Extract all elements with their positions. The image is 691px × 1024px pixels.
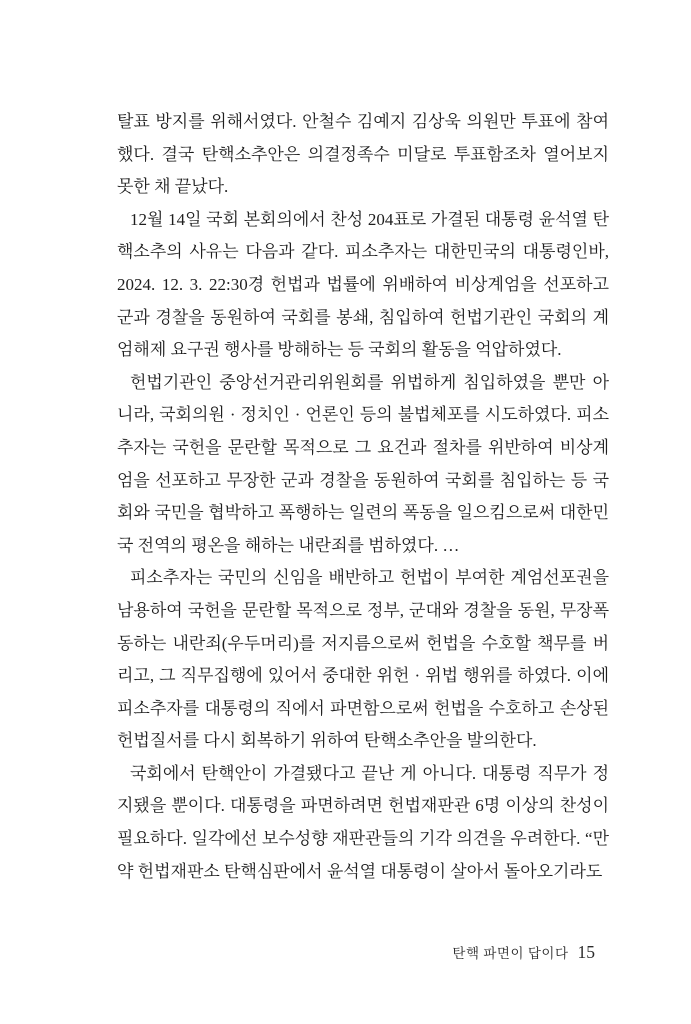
- paragraph: 헌법기관인 중앙선거관리위원회를 위법하게 침입하였을 뿐만 아니라, 국회의원 · 정치인 · 언론인 등의 불법체포를 시도하였다. 피소추자는 국헌을 문란할 목적으로 그 요건과 절차를 위반하여 비상계엄을 선포하고 무장한 군과 경찰을 동원하여 국회를 침입하는 등 국회와 국민을 협박하고 폭행하는 일련의 폭동을 일으킴으로써 대한민국 전역의 평온을 해하는 내란죄를 범하였다. …: [117, 372, 609, 555]
- paragraph: 피소추자는 국민의 신임을 배반하고 헌법이 부여한 계엄선포권을 남용하여 국헌을 문란할 목적으로 정부, 군대와 경찰을 동원, 무장폭동하는 내란죄(우두머리)를 저지름으로써 헌법을 수호할 책무를 버리고, 그 직무집행에 있어서 중대한 위헌 · 위법 행위를 하였다. 이에 피소추자를 대통령의 직에서 파면함으로써 헌법을 수호하고 손상된 헌법질서를 다시 회복하기 위하여 탄핵소추안을 발의한다.: [117, 568, 609, 751]
- page-body-text: [117, 106, 609, 888]
- page-number: 15: [577, 942, 595, 962]
- running-title: 탄핵 파면이 답이다: [452, 946, 569, 961]
- paragraph: 탈표 방지를 위해서였다. 안철수 김예지 김상욱 의원만 투표에 참여했다. 결국 탄핵소추안은 의결정족수 미달로 투표함조차 열어보지 못한 채 끝났다.: [117, 112, 609, 197]
- paragraph: 12월 14일 국회 본회의에서 찬성 204표로 가결된 대통령 윤석열 탄핵소추의 사유는 다음과 같다. 피소추자는 대한민국의 대통령인바, 2024. 12. 3. 22:30경 헌법과 법률에 위배하여 비상계엄을 선포하고 군과 경찰을 동원하여 국회를 봉쇄, 침입하여 헌법기관인 국회의 계엄해제 요구권 행사를 방해하는 등 국회의 활동을 억압하였다.: [117, 209, 609, 360]
- paragraph: 국회에서 탄핵안이 가결됐다고 끝난 게 아니다. 대통령 직무가 정지됐을 뿐이다. 대통령을 파면하려면 헌법재판관 6명 이상의 찬성이 필요하다. 일각에선 보수성향 재판관들의 기각 의견을 우려한다. “만약 헌법재판소 탄핵심판에서 윤석열 대통령이 살아서 돌아오기라도: [117, 763, 609, 881]
- page-footer: [452, 942, 595, 963]
